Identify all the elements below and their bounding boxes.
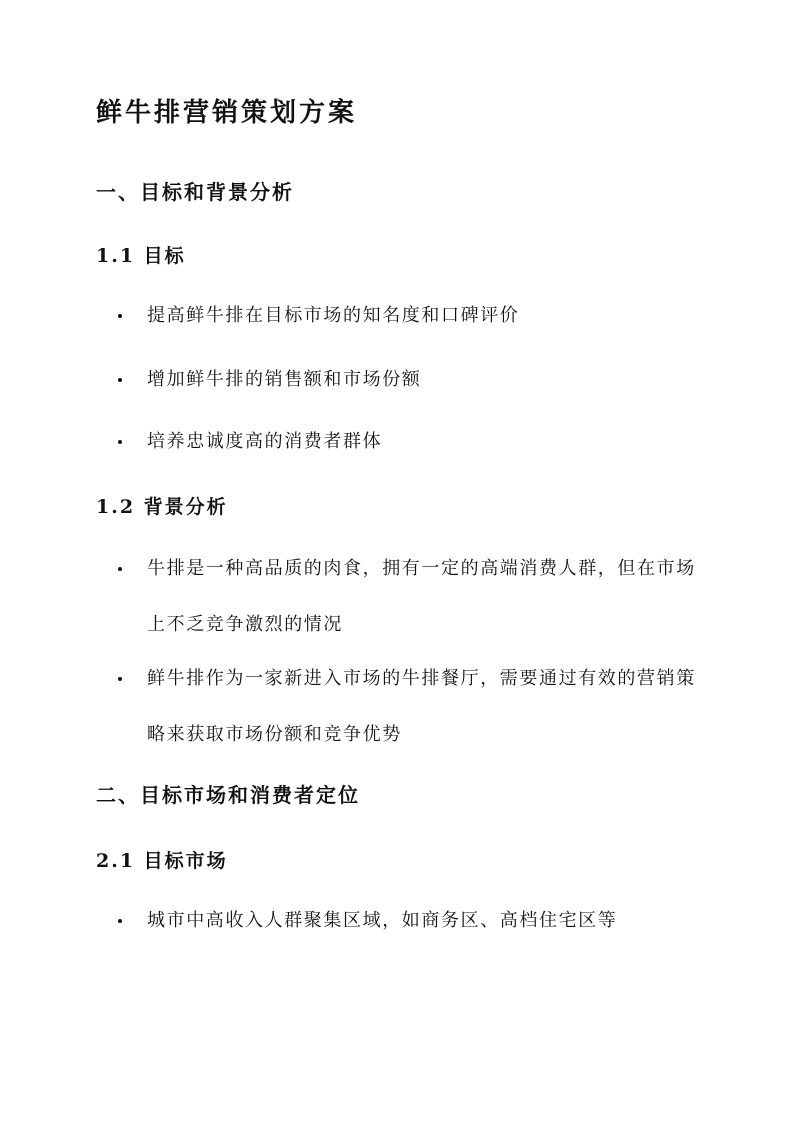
list-item-text: 鲜牛排作为一家新进入市场的牛排餐厅，需要通过有效的营销策略来获取市场份额和竞争优势 xyxy=(147,668,696,745)
list-item-text: 增加鲜牛排的销售额和市场份额 xyxy=(147,369,422,390)
list-item xyxy=(118,414,708,470)
bullet-dot-icon xyxy=(118,440,122,444)
subsection-heading-1-2: 1.2 背景分析 xyxy=(96,496,228,518)
list-item xyxy=(118,352,708,408)
section-heading-1: 一、目标和背景分析 xyxy=(96,180,294,204)
bullet-dot-icon xyxy=(118,919,122,923)
bullet-dot-icon xyxy=(118,378,122,382)
bullet-dot-icon xyxy=(118,677,122,681)
list-item-text: 提高鲜牛排在目标市场的知名度和口碑评价 xyxy=(147,305,520,326)
list-item xyxy=(118,541,708,653)
section-heading-2: 二、目标市场和消费者定位 xyxy=(96,783,360,807)
subsection-heading-2-1: 2.1 目标市场 xyxy=(96,850,228,872)
list-item xyxy=(118,288,708,344)
document-title: 鲜牛排营销策划方案 xyxy=(96,98,358,128)
bullet-dot-icon xyxy=(118,314,122,318)
list-item xyxy=(118,893,708,949)
list-item-text: 培养忠诚度高的消费者群体 xyxy=(147,431,383,452)
bullet-dot-icon xyxy=(118,567,122,571)
list-item-text: 牛排是一种高品质的肉食，拥有一定的高端消费人群，但在市场上不乏竞争激烈的情况 xyxy=(147,558,696,635)
subsection-heading-1-1: 1.1 目标 xyxy=(96,245,186,267)
list-item-text: 城市中高收入人群聚集区域，如商务区、高档住宅区等 xyxy=(147,910,618,931)
list-item xyxy=(118,651,708,763)
